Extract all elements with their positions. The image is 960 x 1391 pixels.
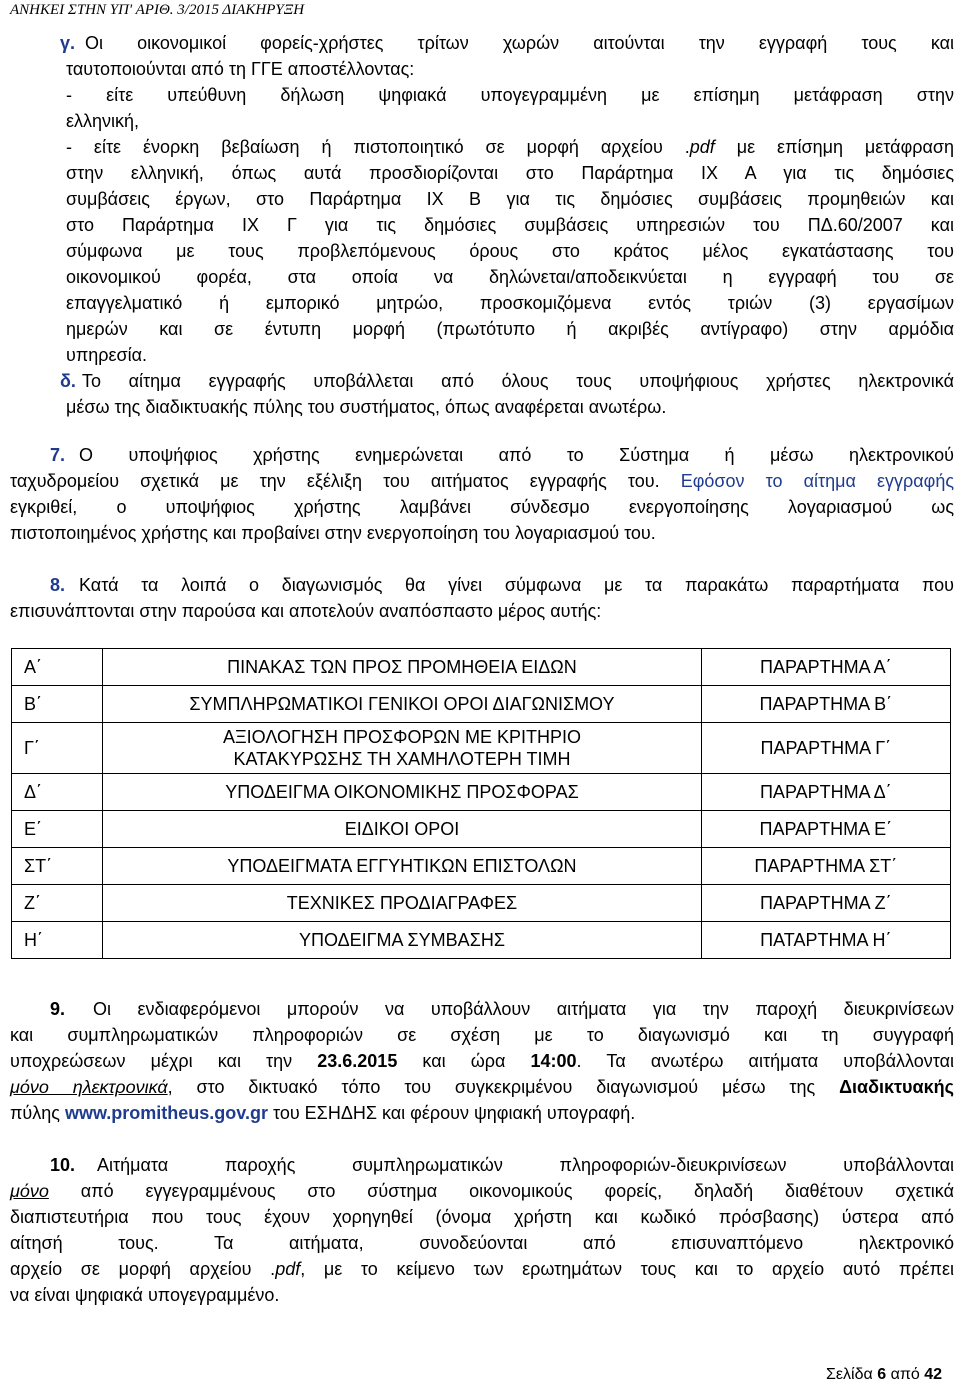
annex-title-line-1: ΣΥΜΠΛΗΡΩΜΑΤΙΚΟΙ ΓΕΝΙΚΟΙ ΟΡΟΙ ΔΙΑΓΩΝΙΣΜΟΥ	[189, 693, 615, 714]
annex-title-line-1: ΥΠΟΔΕΙΓΜΑΤΑ ΕΓΓΥΗΤΙΚΩΝ ΕΠΙΣΤΟΛΩΝ	[227, 855, 577, 876]
section-g-line-1: Οι οικονομικοί φορείς-χρήστες τρίτων χωρών αιτούνται την εγγραφή τους και	[85, 33, 954, 53]
section-10-line-1: Αιτήματα παροχής συμπληρωματικών πληροφοριών-διευκρινίσεων υποβάλλονται	[97, 1155, 954, 1175]
section-g-line-11: επαγγελματικό ή εμπορικό μητρώο, προσκομιζόμενα εντός τριών (3) εργασίμων	[66, 293, 954, 313]
annex-title-line-1: ΠΙΝΑΚΑΣ ΤΩΝ ΠΡΟΣ ΠΡΟΜΗΘΕΙΑ ΕΙΔΩΝ	[227, 656, 577, 677]
annex-row	[12, 811, 951, 848]
section-9-line-4b: , στο δικτυακό τόπο του συγκεκριμένου διαγωνισμού μέσω της	[167, 1077, 840, 1097]
page-footer	[826, 1366, 942, 1384]
section-8-line-1: Κατά τα λοιπά ο διαγωνισμός θα γίνει σύμφωνα με τα παρακάτω παραρτήματα που	[79, 575, 954, 595]
section-9-date: 23.6.2015	[317, 1051, 398, 1071]
annex-title-line-1: ΕΙΔΙΚΟΙ ΟΡΟΙ	[344, 818, 460, 839]
section-7-line-2b: Εφόσον το αίτημα εγγραφής	[680, 471, 955, 491]
section-g-label: γ.	[60, 33, 76, 53]
section-10-line-3: διαπιστευτήρια που τους έχουν χορηγηθεί (όνομα χρήστη και κωδικό πρόσβασης) ύστερα από	[10, 1207, 954, 1227]
annex-title-line-1: ΑΞΙΟΛΟΓΗΣΗ ΠΡΟΣΦΟΡΩΝ ΜΕ ΚΡΙΤΗΡΙΟ	[222, 727, 581, 747]
annex-code: Η΄	[12, 922, 103, 959]
section-10-line-4: αίτησή τους. Τα αιτήματα, συνοδεύονται από επισυναπτόμενο ηλεκτρονικό	[10, 1233, 954, 1253]
annex-title-line-1: ΤΕΧΝΙΚΕΣ ΠΡΟΔΙΑΓΡΑΦΕΣ	[286, 892, 518, 913]
section-9-line-3a: υποχρεώσεων μέχρι και την	[10, 1051, 318, 1071]
section-g-line-13: υπηρεσία.	[66, 345, 148, 365]
annex-row	[12, 848, 951, 885]
annex-title	[103, 686, 701, 723]
annex-label: ΠΑΡΑΡΤΗΜΑ Α΄	[701, 649, 950, 686]
section-9-line-3c: και ώρα	[397, 1051, 531, 1071]
annex-code: Β΄	[12, 686, 103, 723]
section-g	[10, 30, 954, 368]
section-9-line-1: Οι ενδιαφερόμενοι μπορούν να υποβάλλουν αιτήματα για την παροχή διευκρινίσεων	[93, 999, 954, 1019]
annex-label: ΠΑΤΑΡΤΗΜΑ Η΄	[701, 922, 950, 959]
footer-mid: από	[886, 1366, 925, 1383]
annex-code: Γ΄	[12, 723, 103, 774]
section-7-line-2a: ταχυδρομείου σχετικά με την εξέλιξη του αιτήματος εγγραφής του.	[10, 471, 681, 491]
section-d	[10, 368, 954, 420]
section-9-line-3e: . Τα ανωτέρω αιτήματα υποβάλλονται	[576, 1051, 954, 1071]
annex-table	[11, 648, 951, 959]
annex-row	[12, 774, 951, 811]
annex-row	[12, 649, 951, 686]
annex-title-line-1: ΥΠΟΔΕΙΓΜΑ ΣΥΜΒΑΣΗΣ	[298, 929, 505, 950]
section-10-pdf-word: pdf	[275, 1259, 301, 1279]
section-9-only-electronic: μόνο ηλεκτρονικά	[10, 1077, 168, 1097]
annex-row	[12, 922, 951, 959]
section-9	[10, 996, 954, 1126]
annex-code: Ε΄	[12, 811, 103, 848]
section-10-line-5a: αρχείο σε μορφή αρχείου .	[10, 1259, 276, 1279]
annex-title-line-2: ΚΑΤΑΚΥΡΩΣΗΣ ΤΗ ΧΑΜΗΛΟΤΕΡΗ ΤΙΜΗ	[233, 749, 571, 769]
annex-label: ΠΑΡΑΡΤΗΜΑ Ε΄	[701, 811, 950, 848]
section-g-line-3: - είτε υπεύθυνη δήλωση ψηφιακά υπογεγραμμένη με επίσημη μετάφραση στην	[66, 85, 954, 105]
section-g-line-6: στην ελληνική, όπως αυτά προσδιορίζονται στο Παράρτημα ΙΧ Α για τις δημόσιες	[66, 163, 954, 183]
section-10	[10, 1152, 954, 1308]
footer-prefix: Σελίδα	[826, 1366, 878, 1383]
section-8-label: 8.	[50, 575, 66, 595]
section-9-line-5c: του ΕΣΗΔΗΣ και φέρουν ψηφιακή υπογραφή.	[267, 1103, 636, 1123]
annex-label: ΠΑΡΑΡΤΗΜΑ Β΄	[701, 686, 950, 723]
section-7	[10, 442, 954, 546]
section-9-time: 14:00	[530, 1051, 577, 1071]
section-10-only-word: μόνο	[10, 1181, 49, 1201]
section-g-line-10: οικονομικού φορέα, στα οποία να δηλώνεται/αποδεικνύεται η εγγραφή του σε	[66, 267, 954, 287]
section-g-line-8: στο Παράρτημα ΙΧ Γ για τις δημόσιες συμβάσεις υπηρεσιών του ΠΔ.60/2007 και	[66, 215, 954, 235]
annex-title	[103, 811, 701, 848]
annex-code: Α΄	[12, 649, 103, 686]
annex-row	[12, 723, 951, 774]
section-10-label: 10.	[50, 1155, 76, 1175]
section-d-line-2: μέσω της διαδικτυακής πύλης του συστήματος, όπως αναφέρεται ανωτέρω.	[66, 397, 667, 417]
annex-code: Δ΄	[12, 774, 103, 811]
annex-title	[103, 922, 701, 959]
section-g-line-7: συμβάσεις έργων, στο Παράρτημα ΙΧ Β για τις δημόσιες συμβάσεις προμηθειών και	[66, 189, 954, 209]
annex-row	[12, 686, 951, 723]
section-g-line-5c: με επίσημη μετάφραση	[714, 137, 955, 157]
annex-title	[103, 848, 701, 885]
annex-label: ΠΑΡΑΡΤΗΜΑ ΣΤ΄	[701, 848, 950, 885]
section-g-pdf-word: pdf	[689, 137, 715, 157]
annex-label: ΠΑΡΑΡΤΗΜΑ Δ΄	[701, 774, 950, 811]
annex-code: ΣΤ΄	[12, 848, 103, 885]
section-8	[10, 572, 954, 624]
section-9-label: 9.	[50, 999, 66, 1019]
section-g-line-5a: - είτε ένορκη βεβαίωση ή πιστοποιητικό σε μορφή αρχείου .	[66, 137, 690, 157]
section-10-line-6: να είναι ψηφιακά υπογεγραμμένο.	[10, 1285, 280, 1305]
annex-title	[103, 774, 701, 811]
annex-code: Ζ΄	[12, 885, 103, 922]
document-header-note: ΑΝΗΚΕΙ ΣΤΗΝ ΥΠ' ΑΡΙΘ. 3/2015 ΔΙΑΚΗΡΥΞΗ	[10, 2, 305, 18]
annex-label: ΠΑΡΑΡΤΗΜΑ Γ΄	[701, 723, 950, 774]
section-10-line-2b: από εγγεγραμμένους στο σύστημα οικονομικούς φορείς, δηλαδή διαθέτουν σχετικά	[48, 1181, 954, 1201]
section-g-line-2: ταυτοποιούνται από τη ΓΓΕ αποστέλλοντας:	[66, 59, 415, 79]
section-7-line-4: πιστοποιημένος χρήστης και προβαίνει στην ενεργοποίηση του λογαριασμού του.	[10, 523, 656, 543]
promitheus-link[interactable]: www.promitheus.gov.gr	[64, 1103, 268, 1123]
section-d-label: δ.	[60, 371, 76, 391]
section-7-line-3: εγκριθεί, ο υποψήφιος χρήστης λαμβάνει σύνδεσμο ενεργοποίησης λογαριασμού ως	[10, 497, 954, 517]
annex-title	[103, 723, 701, 774]
section-g-line-4: ελληνική,	[66, 111, 140, 131]
section-10-line-5c: , με το κείμενο των ερωτημάτων τους και το αρχείο αυτό πρέπει	[300, 1259, 955, 1279]
annex-title	[103, 885, 701, 922]
section-9-line-4c: Διαδικτυακής	[839, 1077, 954, 1097]
annex-label: ΠΑΡΑΡΤΗΜΑ Ζ΄	[701, 885, 950, 922]
annex-title	[103, 649, 701, 686]
footer-page-number: 6	[877, 1366, 887, 1383]
section-7-line-1: Ο υποψήφιος χρήστης ενημερώνεται από το Σύστημα ή μέσω ηλεκτρονικού	[79, 445, 954, 465]
section-9-line-5a: πύλης	[10, 1103, 65, 1123]
annex-title-line-1: ΥΠΟΔΕΙΓΜΑ ΟΙΚΟΝΟΜΙΚΗΣ ΠΡΟΣΦΟΡΑΣ	[225, 781, 579, 802]
section-7-label: 7.	[50, 445, 66, 465]
section-9-line-2: και συμπληρωματικών πληροφοριών σε σχέση με το διαγωνισμό και τη συγγραφή	[10, 1025, 954, 1045]
section-g-line-12: ημερών και σε έντυπη μορφή (πρωτότυπο ή ακριβές αντίγραφο) στην αρμόδια	[66, 319, 954, 339]
section-g-line-9: σύμφωνα με τους προβλεπόμενους όρους στο κράτος μέλος εγκατάστασης του	[66, 241, 954, 261]
section-d-line-1: Το αίτημα εγγραφής υποβάλλεται από όλους τους υποψήφιους χρήστες ηλεκτρονικά	[81, 371, 954, 391]
footer-total-pages: 42	[924, 1366, 942, 1383]
annex-row	[12, 885, 951, 922]
section-8-line-2: επισυνάπτονται στην παρούσα και αποτελούν αναπόσπαστο μέρος αυτής:	[10, 601, 602, 621]
